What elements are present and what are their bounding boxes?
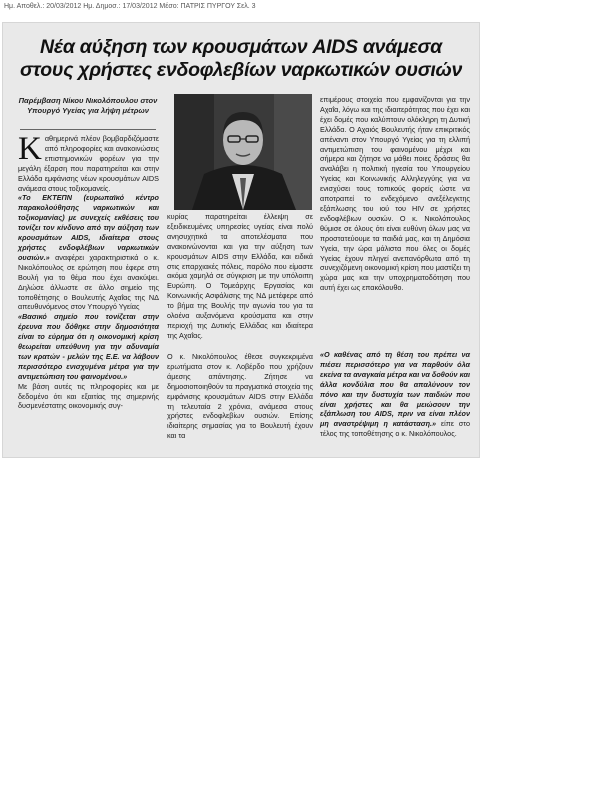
headline-line-2: στους χρήστες ενδοφλεβίων ναρκωτικών ουσιών <box>19 59 463 81</box>
closing-quote-paragraph <box>320 350 470 439</box>
quote-text-1: «Το ΕΚΤΕΠΝ (ευρωπαϊκό κέντρο παρακολούθησης ναρκωτικών και τοξικομανίας) με συνεχείς εκθέσεις του τονίζει τον κίνδυνο από την αύξηση των κρουσμάτων AIDS, ιδιαίτερα στους χρήστες ενδοφλέβιων ναρκωτικών ουσιών.» <box>18 193 159 262</box>
article-column-3 <box>320 95 470 293</box>
newspaper-clipping <box>2 22 480 458</box>
deck-line-1: Παρέμβαση Νίκου Νικολόπουλου στον <box>18 96 158 105</box>
article-headline <box>2 36 480 82</box>
article-column-3-lower <box>320 350 470 439</box>
closing-quote-text: «Ο καθένας από τη θέση του πρέπει να πιέσει περισσότερο για να παρθούν όλα εκείνα τα αναγκαία μέτρα και να δοθούν και άλλα κονδύλια που θα απαλύνουν τον πόνο και την δυστυχία των παιδιών που είναι χρήστες και θα μειώσουν την εξάπλωση του AIDS, πριν να είναι πλέον μη αναστρέψιμη η κατάσταση.» <box>320 350 470 429</box>
politician-photo <box>174 94 312 210</box>
portrait-image <box>174 94 312 210</box>
lead-text: αθημερινά πλέον βομβαρδιζόμαστε από πληροφορίες και ανακοινώσεις επιστημονικών φορέων για την μεγάλη έξαρση που παρατηρείται και στην Ελλάδα εμφάνισης νέων κρουσμάτων AIDS ανάμεσα στους τοξικομανείς. <box>18 134 159 193</box>
clipping-source-line: Ημ. Αποθελ.: 20/03/2012 Ημ. Δημοσ.: 17/03/2012 Μέσο: ΠΑΤΡΙΣ ΠΥΡΓΟΥ Σελ. 3 <box>4 3 256 10</box>
body-paragraph-4: επιμέρους στοιχεία που εμφανίζονται για την Αχαΐα, λόγω και της ιδιαιτερότητας που έχει και έχει δομές που καλύπτουν ολόκληρη τη Δυτική Ελλάδα. Ο Αχαιός Βουλευτής ήταν επικριτικός απέναντι στον Υπουργό Υγείας για τη ελλιπή αντιμετώπιση του φαινομένου μέχρι και σήμερα και ζήτησε να μάθει ποιες δράσεις θα αναλάβει η πολιτική ηγεσία του Υπουργείου Υγείας και Κοινωνικής Αλληλεγγύης για να ενισχύσει τους τοπικούς φορείς ώστε να αποτραπεί το ενδεχόμενο ανεξέλεγκτης εξάπλωσης του ιού του HIV σε χρήστες ενδοφλέβιων ουσιών. Ο κ. Νικολόπουλος θύμισε σε όλους ότι είναι ευθύνη όλων μας να προστατεύουμε τα παιδιά μας, και τη Δημόσια Υγεία, την ώρα μάλιστα που όλες οι δομές Υγείας έχουν πληγεί ανεπανόρθωτα από τη συνεχιζόμενη οικονομική κρίση που μαστίζει τη χώρα μας και την υποχρηματοδότηση που αυτή έχει ως επακόλουθο. <box>320 95 470 293</box>
article-column-2 <box>167 212 313 341</box>
lead-paragraph <box>18 131 159 193</box>
drop-cap: Κ <box>18 131 42 167</box>
quote-attribution-1: αναφέρει χαρακτηριστικά ο κ. Νικολόπουλος σε ερώτηση που έφερε στη Βουλή για το θέμα που έχει ανακύψει. Δηλώσε άλλωστε σε άλλο σημείο της τοποθέτησης ο Βουλευτής Αχαΐας της ΝΔ απευθυνόμενος στον Υπουργό Υγείας <box>18 252 159 312</box>
article-deck <box>18 96 158 116</box>
headline-line-1: Νέα αύξηση των κρουσμάτων AIDS ανάμεσα <box>40 36 442 58</box>
closing-attribution: είπε στο τέλος της τοποθέτησης ο κ. Νικολόπουλος. <box>320 419 471 439</box>
quote-paragraph-1 <box>18 193 159 312</box>
deck-divider <box>20 129 156 130</box>
body-paragraph-3: Ο κ. Νικολόπουλος έθεσε συγκεκριμένα ερωτήματα στον κ. Λοβέρδο που χρήζουν άμεσης απάντησης. Ζήτησε να δημοσιοποιηθούν τα πραγματικά στοιχεία της εμφάνισης κρουσμάτων AIDS στην Ελλάδα τη τελευταία 2 χρόνια, ανάμεσα στους χρήστες ενδοφλεβίων ουσιών. Επίσης ιδιαίτερης σημασίας για το Βουλευτή έχουν και τα <box>167 352 313 441</box>
body-paragraph-1: Με βάση αυτές τις πληροφορίες και με δεδομένο ότι και εξαιτίας της σημερινής δυσμενέστατης οικονομικής συγ- <box>18 381 159 411</box>
body-paragraph-2: κυρίας παρατηρείται έλλειψη σε εξειδικευμένες υπηρεσίες υγείας είναι πολύ ανησυχητικά τα αποτελέσματα που ανακοινώνονται και για την αύξηση των κρουσμάτων AIDS στην Ελλάδα, και ειδικά στις επαρχιακές πόλεις, παρόλο που είμαστε ακόμα χαμηλά σε σύγκριση με την υπόλοιπη Ευρώπη. Ο Τομεάρχης Εργασίας και Κοινωνικής Ασφάλισης της ΝΔ μετέφερε από το βήμα της Βουλής την αγωνία του για τα ολοένα αυξανόμενα κρούσματα και στην περιοχή της Δυτικής Ελλάδας και ιδιαίτερα της Αχαΐας. <box>167 212 313 340</box>
article-column-2-lower <box>167 352 313 441</box>
article-column-1 <box>18 131 159 411</box>
quote-paragraph-2: «Βασικό σημείο που τονίζεται στην έρευνα που δόθηκε στην δημοσιότητα είναι το εύρημα ότι η οικονομική κρίση θεωρείται υπεύθυνη για την αδυναμία των κρατών - μελών της Ε.Ε. να λάβουν περισσότερο ενισχυμένα μέτρα για την αντιμετώπιση του φαινομένου.» <box>18 312 159 381</box>
deck-line-2: Υπουργό Υγείας για λήψη μέτρων <box>27 106 149 115</box>
